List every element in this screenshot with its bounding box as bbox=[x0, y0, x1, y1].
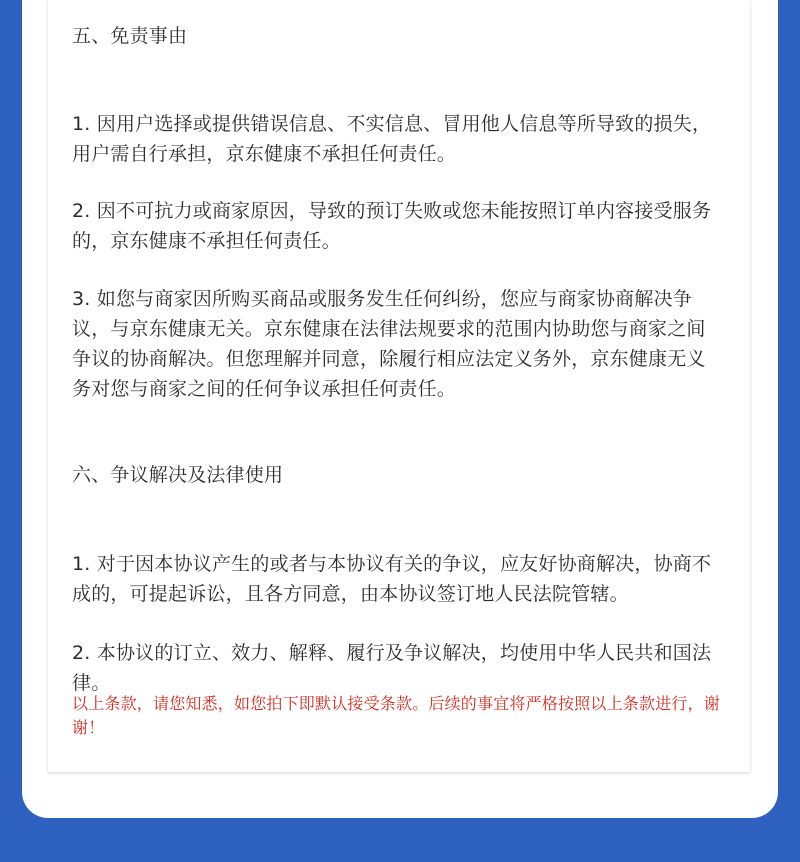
section5-item-1: 1. 因用户选择或提供错误信息、不实信息、冒用他人信息等所导致的损失，用户需自行承担，京东健康不承担任何责任。 bbox=[72, 113, 712, 165]
section6-title: 六、争议解决及法律使用 bbox=[72, 464, 284, 486]
section6-item-1: 1. 对于因本协议产生的或者与本协议有关的争议，应友好协商解决，协商不成的，可提起诉讼，且各方同意，由本协议签订地人民法院管辖。 bbox=[72, 553, 712, 605]
section5-title: 五、免责事由 bbox=[72, 25, 188, 47]
section5-item-3: 3. 如您与商家因所购买商品或服务发生任何纠纷，您应与商家协商解决争议，与京东健康无关。京东健康在法律法规要求的范围内协助您与商家之间争议的协商解决。但您理解并同意，除履行相应法定义务外，京东健康无义务对您与商家之间的任何争议承担任何责任。 bbox=[72, 288, 706, 400]
section5-item-2: 2. 因不可抗力或商家原因，导致的预订失败或您未能按照订单内容接受服务的，京东健康不承担任何责任。 bbox=[72, 200, 712, 252]
notice-text: 以上条款，请您知悉，如您拍下即默认接受条款。后续的事宜将严格按照以上条款进行，谢谢！ bbox=[72, 694, 721, 737]
section6-item-2: 2. 本协议的订立、效力、解释、履行及争议解决，均使用中华人民共和国法律。 bbox=[72, 642, 712, 694]
